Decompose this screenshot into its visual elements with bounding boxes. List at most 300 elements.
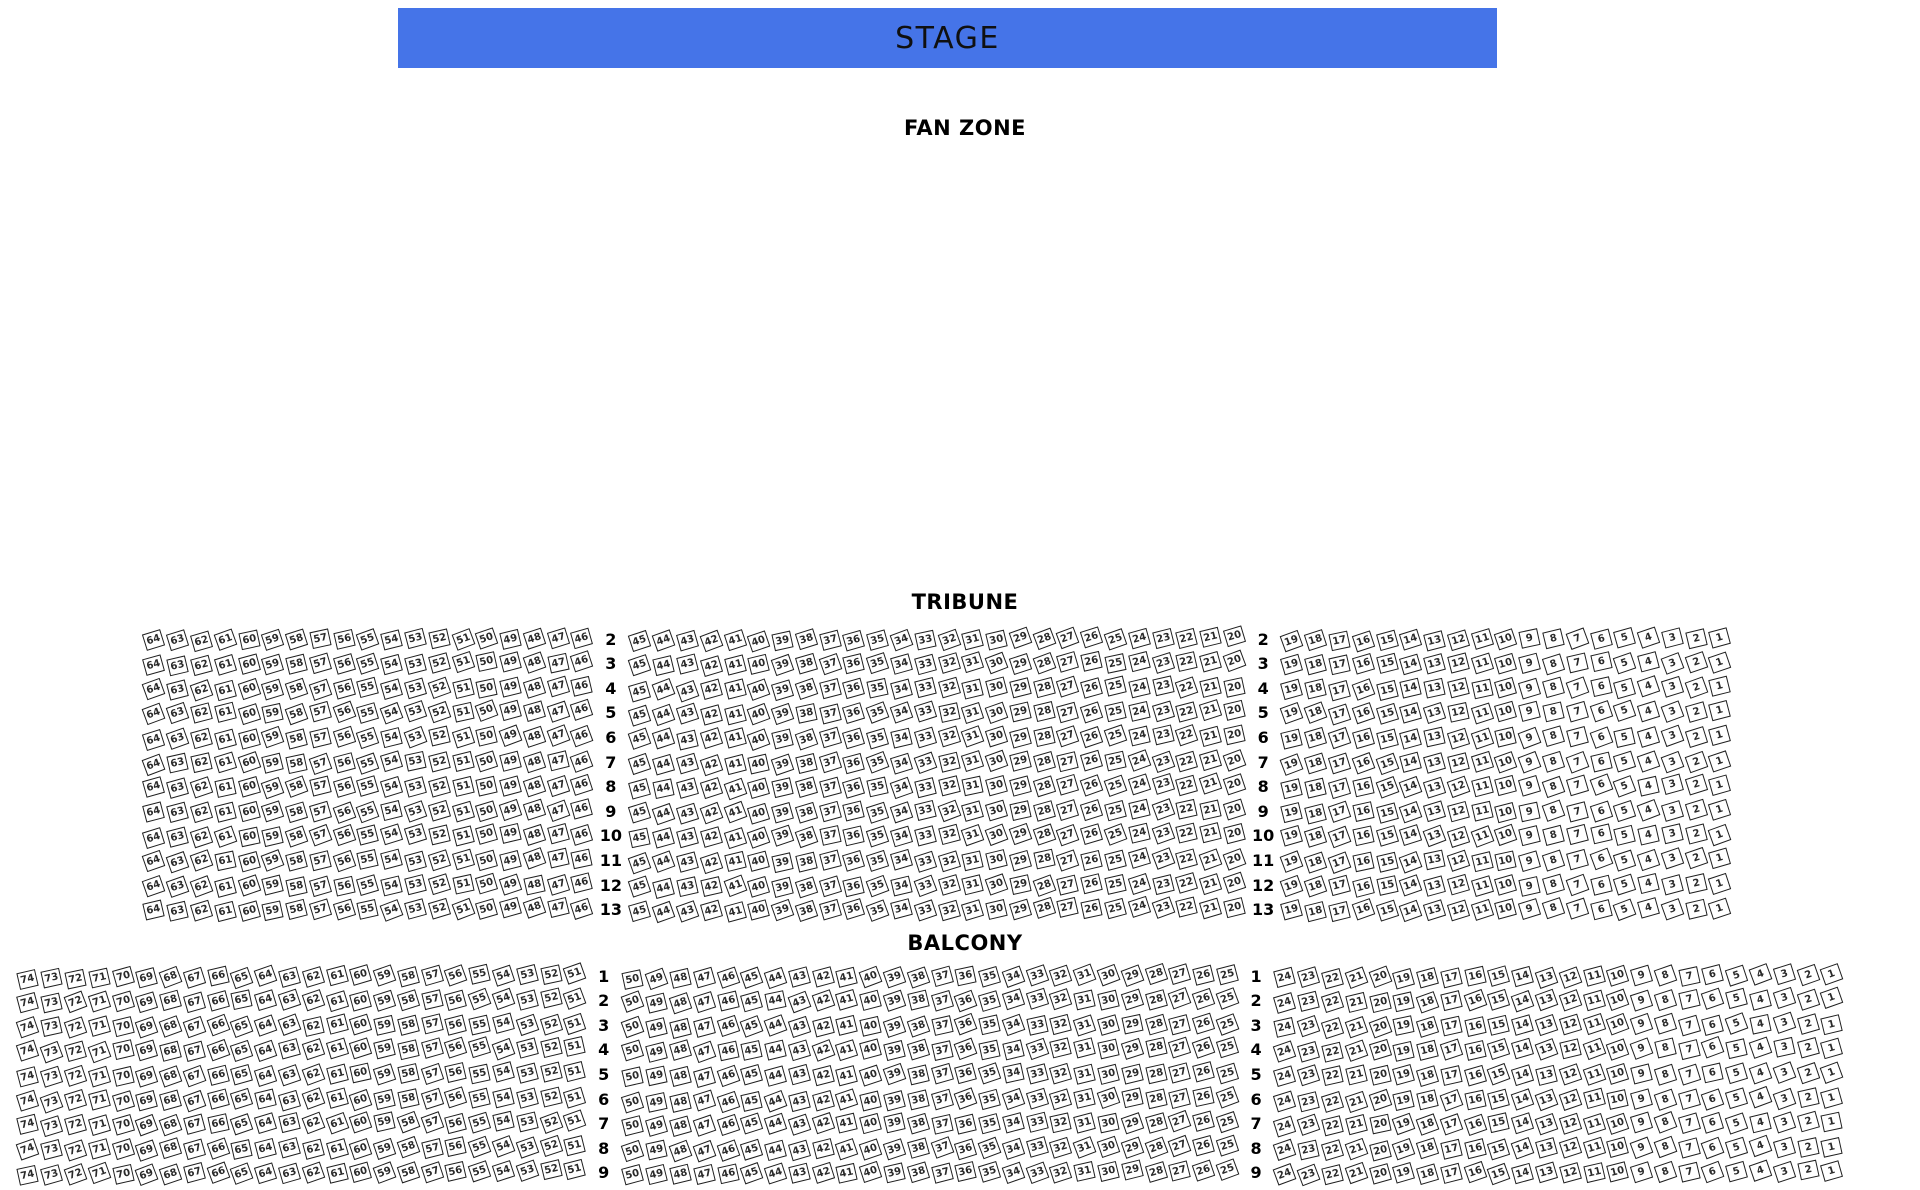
- seat[interactable]: 65: [230, 1163, 254, 1186]
- seat[interactable]: 25: [1104, 724, 1128, 746]
- seat[interactable]: 49: [499, 676, 522, 697]
- seat[interactable]: 65: [230, 1064, 253, 1085]
- seat[interactable]: 40: [747, 778, 770, 800]
- seat[interactable]: 41: [835, 1138, 858, 1160]
- seat[interactable]: 63: [278, 1038, 301, 1059]
- seat[interactable]: 39: [771, 630, 793, 651]
- seat[interactable]: 51: [563, 1086, 586, 1108]
- seat[interactable]: 51: [452, 678, 474, 699]
- seat[interactable]: 61: [326, 1013, 349, 1034]
- seat[interactable]: 53: [404, 726, 428, 749]
- seat[interactable]: 71: [88, 1114, 111, 1136]
- seat[interactable]: 18: [1305, 778, 1327, 799]
- seat[interactable]: 57: [309, 875, 332, 897]
- seat[interactable]: 32: [938, 824, 961, 845]
- seat[interactable]: 27: [1056, 675, 1079, 697]
- seat[interactable]: 28: [1145, 1037, 1167, 1058]
- seat[interactable]: 25: [1104, 800, 1127, 821]
- seat[interactable]: 10: [1494, 628, 1517, 650]
- seat[interactable]: 19: [1280, 874, 1304, 896]
- seat[interactable]: 26: [1080, 626, 1103, 648]
- seat[interactable]: 25: [1215, 1013, 1239, 1036]
- seat[interactable]: 4: [1750, 1014, 1772, 1035]
- seat[interactable]: 38: [907, 990, 929, 1011]
- seat[interactable]: 62: [190, 801, 213, 823]
- seat[interactable]: 40: [747, 803, 770, 825]
- seat[interactable]: 18: [1304, 875, 1327, 897]
- seat[interactable]: 66: [206, 1137, 230, 1159]
- seat[interactable]: 37: [930, 965, 953, 986]
- seat[interactable]: 46: [570, 750, 594, 773]
- seat[interactable]: 61: [326, 1063, 349, 1084]
- seat[interactable]: 14: [1511, 1112, 1534, 1134]
- seat[interactable]: 53: [516, 1062, 539, 1083]
- seat[interactable]: 38: [795, 876, 818, 898]
- seat[interactable]: 40: [859, 1016, 881, 1037]
- seat[interactable]: 28: [1145, 1063, 1167, 1084]
- seat[interactable]: 53: [516, 1038, 539, 1059]
- seat[interactable]: 57: [309, 850, 332, 871]
- seat[interactable]: 55: [468, 1161, 491, 1183]
- seat[interactable]: 33: [1026, 1112, 1049, 1133]
- seat[interactable]: 13: [1423, 899, 1446, 921]
- seat[interactable]: 61: [325, 1038, 348, 1060]
- seat[interactable]: 3: [1661, 847, 1684, 869]
- seat[interactable]: 46: [570, 774, 593, 796]
- seat[interactable]: 56: [333, 752, 356, 773]
- seat[interactable]: 58: [397, 1088, 419, 1109]
- seat[interactable]: 35: [977, 1136, 1001, 1159]
- seat[interactable]: 60: [238, 654, 261, 675]
- seat[interactable]: 60: [349, 1138, 372, 1160]
- seat[interactable]: 70: [112, 1040, 134, 1061]
- seat[interactable]: 28: [1144, 1112, 1167, 1133]
- seat[interactable]: 53: [404, 851, 427, 872]
- seat[interactable]: 28: [1033, 701, 1055, 722]
- seat[interactable]: 41: [723, 901, 746, 922]
- seat[interactable]: 61: [325, 1112, 349, 1134]
- seat[interactable]: 32: [1049, 1063, 1072, 1085]
- seat[interactable]: 63: [166, 679, 189, 700]
- seat[interactable]: 39: [771, 802, 794, 824]
- seat[interactable]: 47: [547, 750, 570, 771]
- seat[interactable]: 70: [112, 1066, 134, 1087]
- seat[interactable]: 64: [142, 654, 165, 675]
- seat[interactable]: 18: [1416, 1113, 1440, 1135]
- seat[interactable]: 17: [1440, 1088, 1464, 1111]
- seat[interactable]: 25: [1215, 1159, 1239, 1182]
- seat[interactable]: 54: [380, 629, 403, 650]
- seat[interactable]: 30: [1096, 1086, 1120, 1108]
- seat[interactable]: 44: [652, 827, 675, 849]
- seat[interactable]: 73: [40, 1115, 63, 1137]
- seat[interactable]: 16: [1352, 678, 1376, 701]
- seat[interactable]: 60: [238, 827, 260, 848]
- seat[interactable]: 5: [1613, 800, 1636, 822]
- seat[interactable]: 41: [835, 989, 858, 1011]
- seat[interactable]: 26: [1192, 988, 1215, 1010]
- seat[interactable]: 20: [1223, 724, 1245, 745]
- seat[interactable]: 47: [547, 873, 570, 895]
- seat[interactable]: 48: [669, 1116, 692, 1137]
- seat[interactable]: 26: [1081, 899, 1103, 920]
- seat[interactable]: 39: [771, 728, 794, 749]
- seat[interactable]: 3: [1661, 725, 1685, 747]
- seat[interactable]: 45: [628, 705, 651, 727]
- seat[interactable]: 58: [396, 1111, 420, 1134]
- seat[interactable]: 35: [978, 1062, 1001, 1084]
- seat[interactable]: 20: [1223, 798, 1246, 820]
- seat[interactable]: 27: [1057, 874, 1080, 895]
- seat[interactable]: 74: [16, 1089, 39, 1111]
- seat[interactable]: 64: [254, 1014, 278, 1036]
- seat[interactable]: 10: [1606, 1113, 1629, 1135]
- seat[interactable]: 44: [652, 678, 676, 701]
- seat[interactable]: 64: [254, 1138, 277, 1159]
- seat[interactable]: 7: [1566, 898, 1589, 920]
- seat[interactable]: 41: [835, 1088, 858, 1110]
- seat[interactable]: 15: [1487, 1163, 1511, 1185]
- seat[interactable]: 19: [1280, 629, 1304, 651]
- seat[interactable]: 59: [261, 678, 284, 700]
- seat[interactable]: 36: [842, 677, 865, 699]
- seat[interactable]: 46: [716, 1114, 739, 1136]
- seat[interactable]: 68: [159, 1114, 183, 1136]
- seat[interactable]: 60: [238, 728, 261, 749]
- seat[interactable]: 58: [285, 703, 309, 725]
- seat[interactable]: 49: [499, 628, 521, 649]
- seat[interactable]: 46: [570, 824, 593, 846]
- seat[interactable]: 19: [1392, 1064, 1415, 1085]
- seat[interactable]: 5: [1725, 1161, 1748, 1182]
- seat[interactable]: 57: [420, 1111, 444, 1133]
- seat[interactable]: 4: [1749, 1062, 1773, 1084]
- seat[interactable]: 43: [676, 729, 698, 750]
- seat[interactable]: 59: [373, 1162, 397, 1185]
- seat[interactable]: 29: [1009, 653, 1032, 675]
- seat[interactable]: 16: [1352, 801, 1374, 822]
- seat[interactable]: 16: [1464, 1138, 1487, 1159]
- seat[interactable]: 42: [811, 1090, 834, 1111]
- seat[interactable]: 63: [166, 827, 189, 848]
- seat[interactable]: 48: [523, 751, 546, 773]
- seat[interactable]: 48: [523, 676, 546, 698]
- seat[interactable]: 11: [1471, 703, 1494, 725]
- seat[interactable]: 22: [1321, 1065, 1343, 1086]
- seat[interactable]: 31: [961, 750, 984, 772]
- seat[interactable]: 20: [1222, 848, 1246, 871]
- seat[interactable]: 30: [985, 629, 1007, 650]
- seat[interactable]: 46: [570, 725, 594, 748]
- seat[interactable]: 64: [143, 801, 166, 822]
- seat[interactable]: 45: [740, 1138, 763, 1160]
- seat[interactable]: 7: [1566, 726, 1589, 747]
- seat[interactable]: 10: [1606, 1013, 1630, 1036]
- seat[interactable]: 54: [492, 1160, 515, 1182]
- seat[interactable]: 35: [978, 965, 1001, 987]
- seat[interactable]: 5: [1725, 1087, 1748, 1109]
- seat[interactable]: 8: [1542, 702, 1564, 723]
- seat[interactable]: 70: [111, 991, 134, 1013]
- seat[interactable]: 17: [1328, 777, 1351, 799]
- seat[interactable]: 15: [1376, 629, 1399, 650]
- seat[interactable]: 55: [357, 825, 380, 846]
- seat[interactable]: 24: [1128, 798, 1150, 819]
- seat[interactable]: 73: [41, 1016, 63, 1037]
- seat[interactable]: 19: [1393, 1015, 1415, 1036]
- seat[interactable]: 3: [1661, 652, 1685, 675]
- seat[interactable]: 46: [716, 966, 739, 988]
- seat[interactable]: 47: [547, 775, 570, 797]
- seat[interactable]: 8: [1542, 897, 1565, 919]
- seat[interactable]: 24: [1128, 725, 1150, 746]
- seat[interactable]: 21: [1344, 966, 1368, 989]
- seat[interactable]: 40: [747, 728, 771, 751]
- seat[interactable]: 14: [1511, 1163, 1534, 1184]
- seat[interactable]: 11: [1471, 800, 1493, 821]
- seat[interactable]: 13: [1535, 1162, 1558, 1184]
- seat[interactable]: 69: [135, 991, 158, 1013]
- seat[interactable]: 37: [930, 1163, 953, 1184]
- seat[interactable]: 17: [1440, 967, 1462, 988]
- seat[interactable]: 3: [1661, 898, 1685, 920]
- seat[interactable]: 34: [1001, 1162, 1025, 1184]
- seat[interactable]: 42: [700, 900, 723, 922]
- seat[interactable]: 29: [1008, 823, 1032, 845]
- seat[interactable]: 57: [309, 899, 332, 921]
- seat[interactable]: 25: [1215, 1134, 1238, 1156]
- seat[interactable]: 37: [819, 678, 842, 699]
- seat[interactable]: 34: [890, 777, 914, 799]
- seat[interactable]: 21: [1199, 873, 1222, 895]
- seat[interactable]: 62: [301, 1063, 325, 1086]
- seat[interactable]: 63: [278, 989, 301, 1011]
- seat[interactable]: 15: [1376, 703, 1399, 725]
- seat[interactable]: 22: [1321, 1091, 1344, 1113]
- seat[interactable]: 14: [1400, 728, 1423, 749]
- seat[interactable]: 18: [1304, 752, 1327, 774]
- seat[interactable]: 13: [1423, 630, 1446, 651]
- seat[interactable]: 17: [1328, 752, 1351, 774]
- seat[interactable]: 58: [285, 654, 308, 675]
- seat[interactable]: 40: [747, 850, 770, 871]
- seat[interactable]: 18: [1416, 1065, 1439, 1087]
- seat[interactable]: 64: [254, 1163, 277, 1185]
- seat[interactable]: 49: [499, 850, 522, 871]
- seat[interactable]: 48: [668, 1139, 692, 1162]
- seat[interactable]: 13: [1423, 825, 1447, 848]
- seat[interactable]: 61: [326, 964, 349, 985]
- seat[interactable]: 44: [652, 727, 675, 749]
- seat[interactable]: 58: [397, 1136, 421, 1158]
- seat[interactable]: 19: [1392, 967, 1415, 989]
- seat[interactable]: 36: [843, 826, 865, 847]
- seat[interactable]: 63: [166, 655, 188, 676]
- seat[interactable]: 31: [961, 874, 984, 895]
- seat[interactable]: 9: [1630, 1088, 1653, 1109]
- seat[interactable]: 50: [621, 1115, 644, 1136]
- seat[interactable]: 23: [1152, 874, 1174, 895]
- seat[interactable]: 27: [1168, 1110, 1192, 1132]
- seat[interactable]: 64: [142, 629, 165, 651]
- seat[interactable]: 7: [1678, 1162, 1700, 1183]
- seat[interactable]: 43: [676, 851, 699, 872]
- seat[interactable]: 44: [764, 990, 786, 1011]
- seat[interactable]: 15: [1376, 653, 1399, 674]
- seat[interactable]: 2: [1797, 1111, 1820, 1133]
- seat[interactable]: 53: [404, 898, 427, 919]
- seat[interactable]: 39: [883, 1113, 905, 1134]
- seat[interactable]: 47: [547, 627, 570, 649]
- seat[interactable]: 54: [380, 678, 403, 700]
- seat[interactable]: 10: [1495, 677, 1518, 699]
- seat[interactable]: 9: [1519, 653, 1542, 674]
- seat[interactable]: 41: [724, 753, 747, 774]
- seat[interactable]: 15: [1488, 1088, 1511, 1109]
- seat[interactable]: 36: [954, 1063, 977, 1084]
- seat[interactable]: 51: [564, 1135, 587, 1156]
- seat[interactable]: 42: [812, 1065, 835, 1086]
- seat[interactable]: 22: [1321, 1164, 1344, 1185]
- seat[interactable]: 25: [1104, 675, 1126, 696]
- seat[interactable]: 23: [1151, 773, 1174, 795]
- seat[interactable]: 51: [451, 651, 474, 673]
- seat[interactable]: 51: [452, 776, 474, 797]
- seat[interactable]: 48: [669, 967, 691, 988]
- seat[interactable]: 70: [111, 1090, 134, 1112]
- seat[interactable]: 38: [794, 728, 818, 750]
- seat[interactable]: 39: [882, 1063, 906, 1085]
- seat[interactable]: 19: [1392, 1113, 1416, 1135]
- seat[interactable]: 49: [499, 750, 522, 771]
- seat[interactable]: 56: [333, 653, 356, 675]
- seat[interactable]: 18: [1304, 727, 1327, 749]
- seat[interactable]: 40: [859, 990, 882, 1011]
- seat[interactable]: 70: [112, 1164, 134, 1185]
- seat[interactable]: 44: [652, 877, 675, 898]
- seat[interactable]: 56: [333, 678, 356, 700]
- seat[interactable]: 1: [1820, 987, 1844, 1009]
- seat[interactable]: 64: [254, 1088, 276, 1109]
- seat[interactable]: 35: [866, 678, 888, 699]
- seat[interactable]: 11: [1471, 727, 1494, 749]
- seat[interactable]: 16: [1464, 965, 1486, 986]
- seat[interactable]: 44: [652, 901, 676, 923]
- seat[interactable]: 52: [540, 964, 562, 985]
- seat[interactable]: 11: [1583, 1136, 1606, 1158]
- seat[interactable]: 61: [326, 1163, 348, 1184]
- seat[interactable]: 29: [1121, 1063, 1144, 1084]
- seat[interactable]: 48: [523, 726, 546, 748]
- seat[interactable]: 46: [716, 1090, 739, 1112]
- seat[interactable]: 54: [380, 899, 404, 922]
- seat[interactable]: 11: [1583, 1163, 1605, 1184]
- seat[interactable]: 43: [676, 900, 700, 922]
- seat[interactable]: 55: [356, 752, 380, 774]
- seat[interactable]: 41: [724, 851, 746, 872]
- seat[interactable]: 67: [182, 1065, 206, 1088]
- seat[interactable]: 27: [1057, 751, 1079, 772]
- seat[interactable]: 11: [1471, 899, 1494, 921]
- seat[interactable]: 6: [1701, 1112, 1724, 1134]
- seat[interactable]: 49: [645, 1065, 667, 1086]
- seat[interactable]: 39: [883, 1138, 906, 1160]
- seat[interactable]: 58: [397, 966, 420, 987]
- seat[interactable]: 6: [1589, 848, 1613, 871]
- seat[interactable]: 2: [1685, 750, 1709, 772]
- seat[interactable]: 42: [700, 876, 722, 897]
- seat[interactable]: 11: [1471, 628, 1494, 650]
- seat[interactable]: 56: [332, 824, 355, 846]
- seat[interactable]: 20: [1369, 1140, 1392, 1161]
- seat[interactable]: 55: [356, 800, 380, 823]
- seat[interactable]: 29: [1009, 850, 1032, 872]
- seat[interactable]: 24: [1128, 701, 1150, 722]
- seat[interactable]: 66: [206, 1162, 230, 1185]
- seat[interactable]: 45: [629, 828, 651, 849]
- seat[interactable]: 33: [914, 800, 937, 821]
- seat[interactable]: 51: [563, 962, 587, 984]
- seat[interactable]: 39: [883, 1090, 906, 1111]
- seat[interactable]: 32: [1049, 988, 1072, 1010]
- seat[interactable]: 68: [159, 1015, 183, 1038]
- seat[interactable]: 45: [628, 681, 651, 703]
- seat[interactable]: 42: [700, 655, 723, 677]
- seat[interactable]: 39: [771, 852, 793, 873]
- seat[interactable]: 50: [621, 1040, 644, 1062]
- seat[interactable]: 50: [475, 750, 498, 772]
- seat[interactable]: 10: [1495, 727, 1517, 748]
- seat[interactable]: 55: [469, 1014, 491, 1035]
- seat[interactable]: 46: [570, 699, 593, 721]
- seat[interactable]: 53: [516, 1136, 540, 1158]
- seat[interactable]: 27: [1056, 651, 1079, 673]
- seat[interactable]: 56: [333, 776, 356, 798]
- seat[interactable]: 19: [1393, 991, 1415, 1012]
- seat[interactable]: 27: [1168, 1134, 1192, 1157]
- seat[interactable]: 4: [1749, 1037, 1773, 1059]
- seat[interactable]: 28: [1144, 1161, 1167, 1183]
- seat[interactable]: 49: [499, 873, 522, 895]
- seat[interactable]: 42: [699, 727, 722, 749]
- seat[interactable]: 23: [1297, 1041, 1320, 1063]
- seat[interactable]: 27: [1168, 987, 1192, 1010]
- seat[interactable]: 61: [214, 850, 236, 871]
- seat[interactable]: 13: [1424, 727, 1446, 748]
- seat[interactable]: 47: [692, 1115, 716, 1137]
- seat[interactable]: 35: [866, 874, 890, 897]
- seat[interactable]: 30: [1097, 1014, 1120, 1036]
- seat[interactable]: 36: [954, 1013, 978, 1036]
- seat[interactable]: 23: [1151, 701, 1174, 723]
- seat[interactable]: 25: [1103, 823, 1127, 846]
- seat[interactable]: 3: [1661, 774, 1684, 795]
- seat[interactable]: 44: [652, 779, 674, 800]
- seat[interactable]: 41: [835, 1039, 858, 1061]
- seat[interactable]: 62: [302, 1038, 325, 1060]
- seat[interactable]: 14: [1511, 1014, 1534, 1036]
- seat[interactable]: 20: [1368, 965, 1392, 988]
- seat[interactable]: 44: [764, 1163, 787, 1185]
- seat[interactable]: 61: [214, 680, 237, 701]
- seat[interactable]: 51: [451, 898, 475, 921]
- seat[interactable]: 61: [214, 801, 237, 822]
- seat[interactable]: 17: [1328, 704, 1351, 726]
- seat[interactable]: 51: [564, 1159, 587, 1180]
- seat[interactable]: 43: [676, 629, 699, 651]
- seat[interactable]: 16: [1463, 1114, 1487, 1136]
- seat[interactable]: 64: [142, 729, 165, 751]
